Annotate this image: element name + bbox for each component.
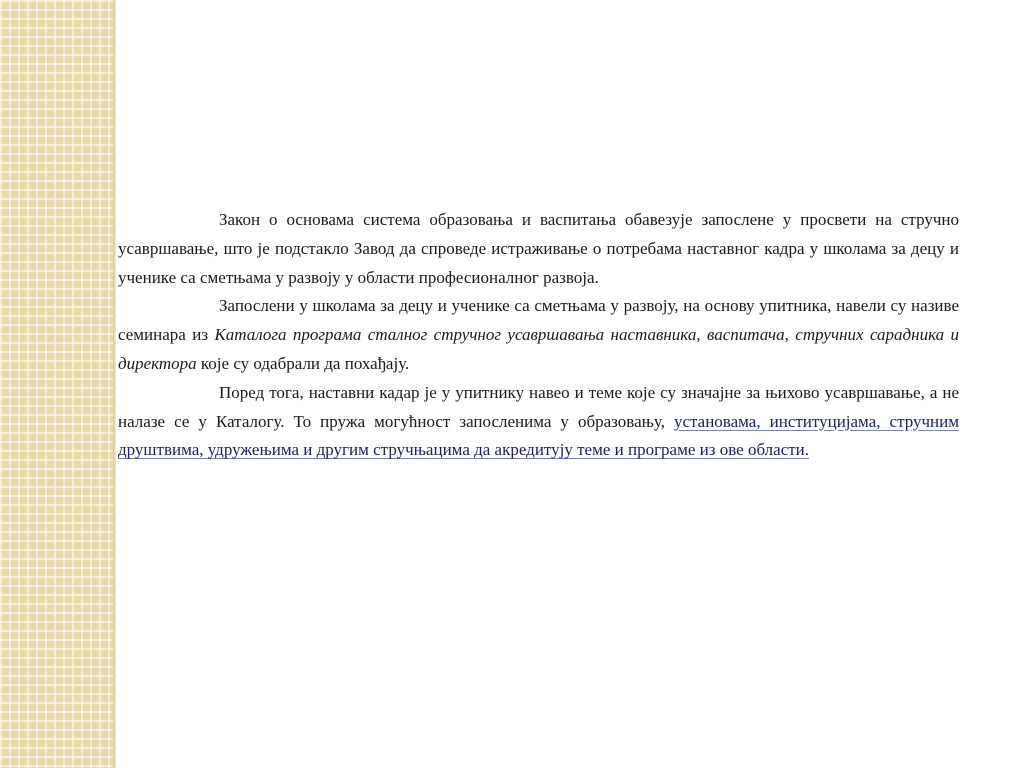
paragraph-3: [118, 379, 959, 465]
paragraph-3-lead: Поред тога, наставни кадар је у упитнику навео и теме које су значајне за њихово усавршавање, а не налазе се у Каталогу. То пружа могућност запосленима у образовању,: [118, 382, 959, 431]
side-band-edge: [113, 0, 116, 768]
paragraph-1: [118, 206, 959, 292]
catalog-title: Каталога програма сталног стручног усавршавања наставника, васпитача, стручних сарадника и директора: [118, 325, 960, 373]
decorative-side-band: [0, 0, 113, 768]
paragraph-2-tail: које су одабрали да похађају.: [196, 353, 410, 373]
paragraph-1-text: Закон о основама система образовања и васпитања обавезује запослене у просвети на стручно усавршавање, што је подстакло Завод да спроведе истраживање о потребама наставног кадра у школама за децу и ученике са сметњама у развоју у области професионалног развоја.: [118, 210, 959, 287]
paragraph-2: [118, 292, 959, 378]
paragraph-3-highlight: установама, институцијама, стручним друштвима, удружењима и другим стручњацима да акредитују теме и програме из ове области.: [118, 411, 959, 460]
text-body: [118, 206, 959, 465]
paragraph-2-lead: Запослени у школама за децу и ученике са сметњама у развоју, на основу упитника, навели су називе семинара из: [118, 296, 959, 345]
